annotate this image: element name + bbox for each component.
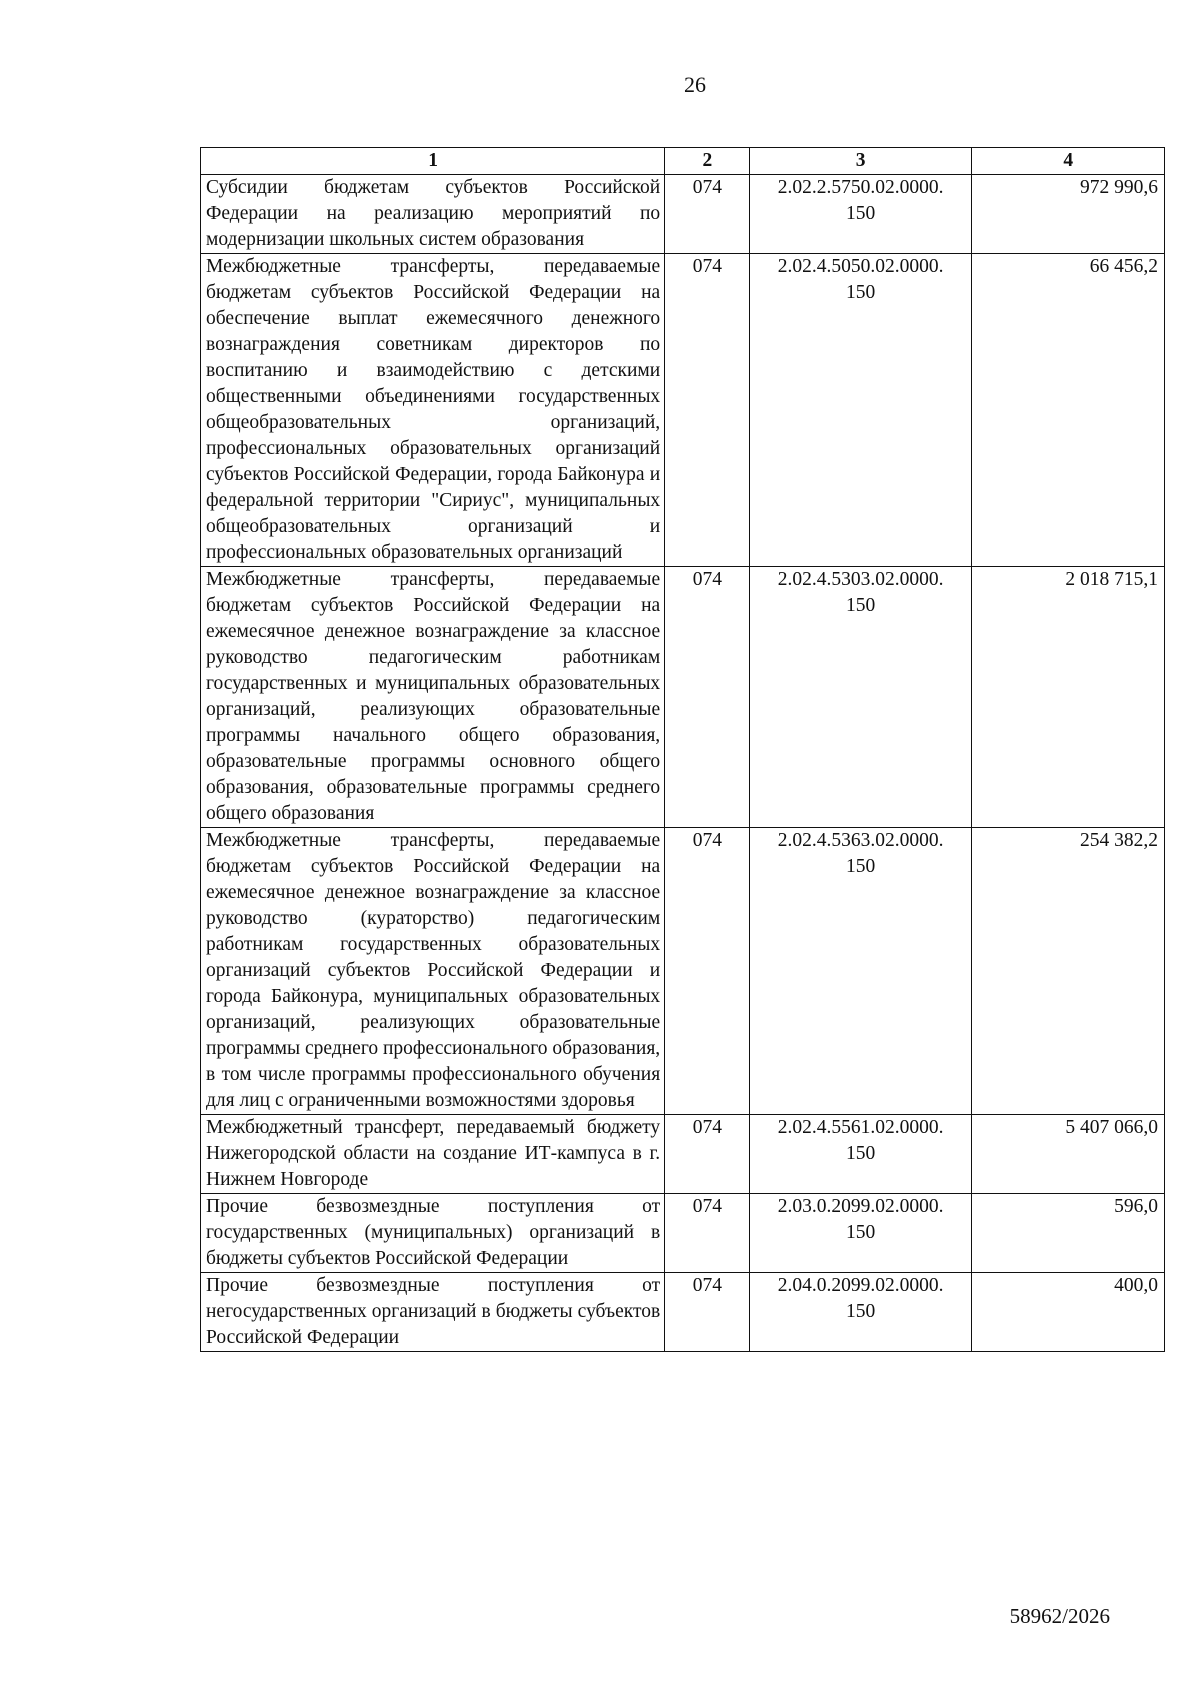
table-row	[201, 828, 1165, 1115]
row-budget-code	[749, 254, 971, 567]
budget-code-line1: 2.02.4.5303.02.0000.	[777, 569, 944, 590]
row-name: Межбюджетный трансферт, передаваемый бюджету Нижегородской области на создание ИТ-кампуса в г. Нижнем Новгороде	[201, 1115, 665, 1194]
row-sum: 66 456,2	[971, 254, 1164, 567]
table-row	[201, 1115, 1165, 1194]
row-admin-code: 074	[665, 567, 749, 828]
row-name: Межбюджетные трансферты, передаваемые бюджетам субъектов Российской Федерации на обеспечение выплат ежемесячного денежного вознаграждения советникам директоров по воспитанию и взаимодействию с детскими общественными объединениями государственных общеобразовательных организаций, профессиональных образовательных организаций субъектов Российской Федерации, города Байконура и федеральной территории "Сириус", муниципальных общеобразовательных организаций и профессиональных образовательных организаций	[201, 254, 665, 567]
row-budget-code	[749, 828, 971, 1115]
table-row	[201, 1194, 1165, 1273]
row-sum: 2 018 715,1	[971, 567, 1164, 828]
table-row	[201, 254, 1165, 567]
row-sum: 400,0	[971, 1273, 1164, 1352]
header-col-4: 4	[971, 148, 1164, 175]
budget-table	[200, 147, 1165, 1352]
budget-code-line2: 150	[845, 1222, 876, 1243]
row-name: Субсидии бюджетам субъектов Российской Федерации на реализацию мероприятий по модернизации школьных систем образования	[201, 175, 665, 254]
row-sum: 596,0	[971, 1194, 1164, 1273]
row-budget-code	[749, 567, 971, 828]
budget-code-line1: 2.02.2.5750.02.0000.	[777, 177, 944, 198]
row-budget-code	[749, 1194, 971, 1273]
table-row	[201, 175, 1165, 254]
row-admin-code: 074	[665, 175, 749, 254]
row-admin-code: 074	[665, 1194, 749, 1273]
row-name: Прочие безвозмездные поступления от государственных (муниципальных) организаций в бюджеты субъектов Российской Федерации	[201, 1194, 665, 1273]
row-budget-code	[749, 1273, 971, 1352]
row-admin-code: 074	[665, 828, 749, 1115]
page-number: 26	[684, 72, 706, 97]
row-budget-code	[749, 1115, 971, 1194]
budget-code-line2: 150	[845, 595, 876, 616]
budget-code-line2: 150	[845, 203, 876, 224]
document-number: 58962/2026	[1009, 1604, 1110, 1628]
budget-code-line2: 150	[845, 1301, 876, 1322]
table-header-row	[201, 148, 1165, 175]
table-row	[201, 1273, 1165, 1352]
budget-code-line2: 150	[845, 1143, 876, 1164]
budget-code-line1: 2.02.4.5363.02.0000.	[777, 830, 944, 851]
budget-code-line1: 2.03.0.2099.02.0000.	[777, 1196, 944, 1217]
header-col-1: 1	[201, 148, 665, 175]
row-name: Межбюджетные трансферты, передаваемые бюджетам субъектов Российской Федерации на ежемесячное денежное вознаграждение за классное руководство (кураторство) педагогическим работникам государственных образовательных организаций субъектов Российской Федерации и города Байконура, муниципальных образовательных организаций, реализующих образовательные программы среднего профессионального образования, в том числе программы профессионального обучения для лиц с ограниченными возможностями здоровья	[201, 828, 665, 1115]
row-admin-code: 074	[665, 1273, 749, 1352]
budget-code-line1: 2.02.4.5050.02.0000.	[777, 256, 944, 277]
budget-code-line1: 2.04.0.2099.02.0000.	[777, 1275, 944, 1296]
row-admin-code: 074	[665, 1115, 749, 1194]
row-sum: 5 407 066,0	[971, 1115, 1164, 1194]
budget-code-line2: 150	[845, 856, 876, 877]
row-budget-code	[749, 175, 971, 254]
row-sum: 254 382,2	[971, 828, 1164, 1115]
row-name: Межбюджетные трансферты, передаваемые бюджетам субъектов Российской Федерации на ежемесячное денежное вознаграждение за классное руководство педагогическим работникам государственных и муниципальных образовательных организаций, реализующих образовательные программы начального общего образования, образовательные программы основного общего образования, образовательные программы среднего общего образования	[201, 567, 665, 828]
header-col-3: 3	[749, 148, 971, 175]
header-col-2: 2	[665, 148, 749, 175]
row-name: Прочие безвозмездные поступления от негосударственных организаций в бюджеты субъектов Российской Федерации	[201, 1273, 665, 1352]
table-row	[201, 567, 1165, 828]
budget-code-line2: 150	[845, 282, 876, 303]
budget-code-line1: 2.02.4.5561.02.0000.	[777, 1117, 944, 1138]
row-sum: 972 990,6	[971, 175, 1164, 254]
row-admin-code: 074	[665, 254, 749, 567]
